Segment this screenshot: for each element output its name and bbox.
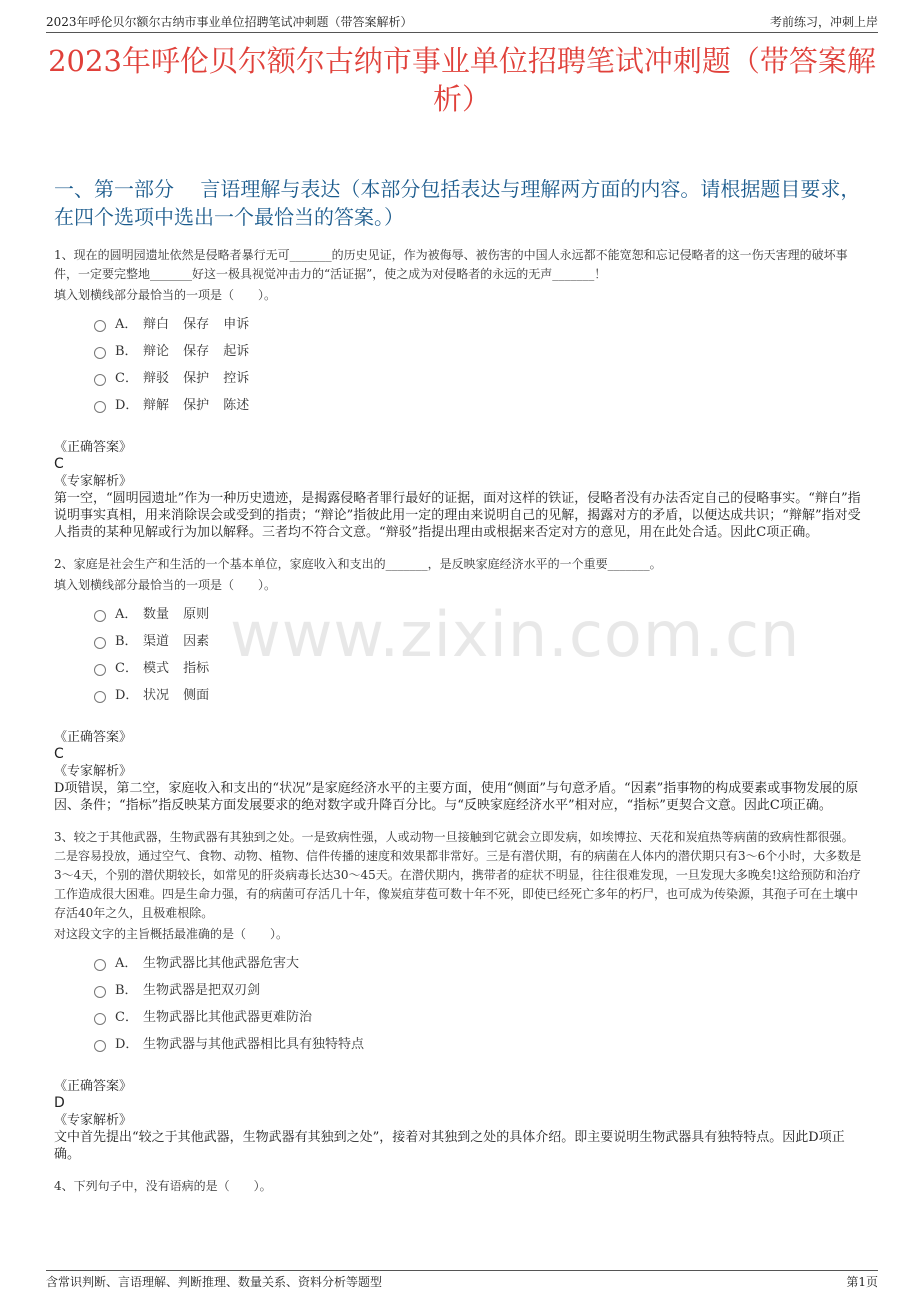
option-list xyxy=(94,948,864,1056)
answer-section xyxy=(54,729,864,814)
header-doc-title: 2023年呼伦贝尔额尔古纳市事业单位招聘笔试冲刺题（带答案解析） xyxy=(46,15,413,29)
option-text: 辩驳 保护 控诉 xyxy=(143,371,250,386)
option-list xyxy=(94,599,864,707)
question-text: 4、下列句子中，没有语病的是（ ）。 xyxy=(54,1179,272,1193)
radio-icon[interactable] xyxy=(94,691,106,703)
radio-icon[interactable] xyxy=(94,986,106,998)
header-slogan: 考前练习，冲刺上岸 xyxy=(769,15,878,29)
option-d[interactable] xyxy=(94,390,864,417)
radio-icon[interactable] xyxy=(94,637,106,649)
option-letter: A． xyxy=(115,956,138,971)
correct-answer: C xyxy=(54,746,64,762)
option-text: 数量 原则 xyxy=(143,607,210,622)
option-letter: A． xyxy=(115,317,138,332)
option-text: 状况 侧面 xyxy=(143,688,210,703)
option-text: 模式 指标 xyxy=(143,661,210,676)
correct-answer: C xyxy=(54,456,64,472)
radio-icon[interactable] xyxy=(94,320,106,332)
question-text: 1、现在的圆明园遗址依然是侵略者暴行无可_______的历史见证，作为被侮辱、被伤害的中国人永远都不能宽恕和忘记侵略者的这一伤天害理的破坏事件，一定要完整地_______好这一极具视觉冲击力的“活证据”，使之成为对侵略者的永远的无声_______！ xyxy=(54,248,848,281)
question-2 xyxy=(54,555,864,814)
option-b[interactable] xyxy=(94,975,864,1002)
question-prompt: 填入划横线部分最恰当的一项是（ ）。 xyxy=(54,578,277,592)
option-text: 生物武器与其他武器相比具有独特特点 xyxy=(143,1037,365,1052)
option-b[interactable] xyxy=(94,626,864,653)
question-1 xyxy=(54,246,864,541)
answer-label: 《正确答案》 xyxy=(54,1079,133,1094)
option-letter: D． xyxy=(115,1037,139,1052)
option-letter: B． xyxy=(115,983,138,998)
analysis-label: 《专家解析》 xyxy=(54,764,133,779)
question-4 xyxy=(54,1177,864,1196)
option-letter: C． xyxy=(115,371,138,386)
option-text: 辩白 保存 申诉 xyxy=(143,317,250,332)
answer-label: 《正确答案》 xyxy=(54,440,133,455)
question-text: 2、家庭是社会生产和生活的一个基本单位，家庭收入和支出的_______，是反映家庭经济水平的一个重要_______。 xyxy=(54,557,662,571)
option-text: 辩解 保护 陈述 xyxy=(143,398,250,413)
analysis-text: D项错误，第二空，家庭收入和支出的“状况”是家庭经济水平的主要方面，使用“侧面”与句意矛盾。“因素”指事物的构成要素或事物发展的原因、条件；“指标”指反映某方面发展要求的绝对数字或升降百分比。与“反映家庭经济水平”相对应，“指标”更契合文意。因此C项正确。 xyxy=(54,781,859,813)
question-prompt: 填入划横线部分最恰当的一项是（ ）。 xyxy=(54,288,277,302)
radio-icon[interactable] xyxy=(94,664,106,676)
option-letter: C． xyxy=(115,1010,138,1025)
option-letter: B． xyxy=(115,634,138,649)
option-text: 辩论 保存 起诉 xyxy=(143,344,250,359)
answer-section xyxy=(54,1078,864,1163)
radio-icon[interactable] xyxy=(94,401,106,413)
page-number: 第1页 xyxy=(846,1275,878,1289)
option-c[interactable] xyxy=(94,653,864,680)
radio-icon[interactable] xyxy=(94,1040,106,1052)
option-d[interactable] xyxy=(94,1029,864,1056)
correct-answer: D xyxy=(54,1095,65,1111)
page-header xyxy=(46,12,878,33)
option-letter: C． xyxy=(115,661,138,676)
option-list xyxy=(94,309,864,417)
question-text: 3、较之于其他武器，生物武器有其独到之处。一是致病性强，人或动物一旦接触到它就会立即发病，如埃博拉、天花和炭疽热等病菌的致病性都很强。二是容易投放，通过空气、食物、动物、植物、信件传播的速度和效果都非常好。三是有潜伏期，有的病菌在人体内的潜伏期只有3～6个小时，大多数是3～4天，个别的潜伏期较长，如常见的肝炎病毒长达30～45天。在潜伏期内，携带者的症状不明显，往往很难发现，一旦发现大多晚矣!这给预防和治疗工作造成很大困难。四是生命力强，有的病菌可存活几十年，像炭疽芽苞可数十年不死，即使已经死亡多年的朽尸，也可成为传染源，其孢子可在土壤中存活40年之久，且极难根除。 xyxy=(54,830,862,920)
page-footer xyxy=(46,1270,878,1291)
option-text: 渠道 因素 xyxy=(143,634,210,649)
radio-icon[interactable] xyxy=(94,610,106,622)
question-prompt: 对这段文字的主旨概括最准确的是（ ）。 xyxy=(54,927,289,941)
option-b[interactable] xyxy=(94,336,864,363)
option-text: 生物武器是把双刃剑 xyxy=(143,983,261,998)
radio-icon[interactable] xyxy=(94,347,106,359)
option-text: 生物武器比其他武器危害大 xyxy=(143,956,300,971)
option-c[interactable] xyxy=(94,363,864,390)
radio-icon[interactable] xyxy=(94,1013,106,1025)
section-heading: 一、第一部分 言语理解与表达（本部分包括表达与理解两方面的内容。请根据题目要求，在四个选项中选出一个最恰当的答案。） xyxy=(54,177,861,229)
answer-section xyxy=(54,439,864,541)
page-title: 2023年呼伦贝尔额尔古纳市事业单位招聘笔试冲刺题（带答案解析） xyxy=(48,44,876,116)
answer-label: 《正确答案》 xyxy=(54,730,133,745)
footer-note: 含常识判断、言语理解、判断推理、数量关系、资料分析等题型 xyxy=(46,1275,383,1289)
radio-icon[interactable] xyxy=(94,374,106,386)
option-letter: D． xyxy=(115,688,139,703)
question-3 xyxy=(54,828,864,1163)
analysis-text: 文中首先提出“较之于其他武器，生物武器有其独到之处”，接着对其独到之处的具体介绍。即主要说明生物武器具有独特特点。因此D项正确。 xyxy=(54,1130,845,1162)
option-c[interactable] xyxy=(94,1002,864,1029)
watermark: www.zixin.com.cn xyxy=(230,598,801,671)
option-letter: B． xyxy=(115,344,138,359)
analysis-label: 《专家解析》 xyxy=(54,1113,133,1128)
question-list xyxy=(54,246,864,1210)
option-letter: A． xyxy=(115,607,138,622)
option-letter: D． xyxy=(115,398,139,413)
option-a[interactable] xyxy=(94,309,864,336)
option-d[interactable] xyxy=(94,680,864,707)
analysis-text: 第一空，“圆明园遗址”作为一种历史遗迹，是揭露侵略者罪行最好的证据，面对这样的铁证，侵略者没有办法否定自己的侵略事实。“辩白”指说明事实真相，用来消除误会或受到的指责；“辩论”指彼此用一定的理由来说明自己的见解，揭露对方的矛盾，以便达成共识；“辩解”指对受人指责的某种见解或行为加以解释。三者均不符合文意。“辩驳”指提出理由或根据来否定对方的意见，用在此处合适。因此C项正确。 xyxy=(54,491,861,540)
analysis-label: 《专家解析》 xyxy=(54,474,133,489)
radio-icon[interactable] xyxy=(94,959,106,971)
option-text: 生物武器比其他武器更难防治 xyxy=(143,1010,313,1025)
option-a[interactable] xyxy=(94,599,864,626)
option-a[interactable] xyxy=(94,948,864,975)
